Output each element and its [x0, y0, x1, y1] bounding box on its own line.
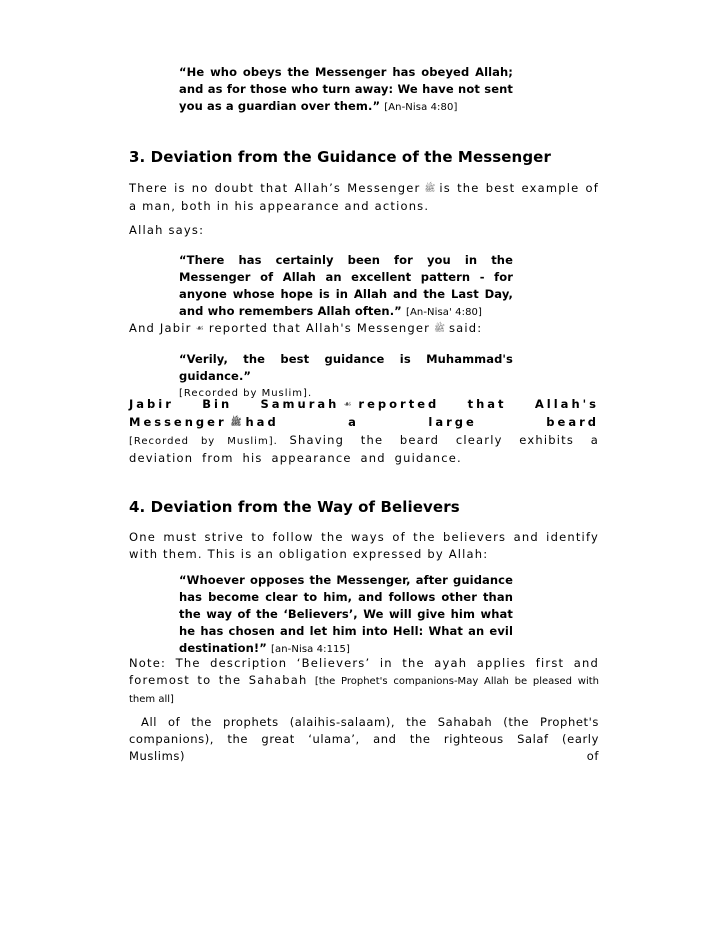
radiya-glyph-icon: ☙ [343, 400, 355, 410]
section-4-paragraph: One must strive to follow the ways of the believers and identify with them. This is an obligation expressed by Allah: [129, 530, 599, 561]
para-text: reported that Allah's Messenger [129, 397, 599, 429]
samurah-first-line [129, 396, 599, 432]
para-text: Jabir Bin Samurah [129, 397, 340, 411]
allah-says-line: Allah says: [129, 223, 205, 237]
section-3-heading: 3. Deviation from the Guidance of the Messenger [129, 148, 551, 166]
note-reference: [the Prophet's companions-May Allah be pleased with them all] [129, 676, 600, 705]
quote-reference: [An-Nisa' 4:80] [405, 307, 483, 318]
samurah-reference: [Recorded by Muslim]. [129, 436, 278, 447]
jabir-paragraph [129, 320, 599, 338]
para-text: There is no doubt that Allah’s Messenger [129, 181, 421, 195]
para-text: said: [448, 321, 483, 335]
quote-reference: [An-Nisa 4:80] [384, 102, 458, 113]
quote-excellent-pattern [179, 252, 513, 321]
quote-best-guidance [179, 351, 513, 402]
quote-an-nisa-4-80 [179, 64, 513, 116]
para-text: is the best example of a man, both in his appearance and actions. [129, 181, 600, 213]
quote-text: “Verily, the best guidance is Muhammad's guidance.” [179, 352, 513, 383]
quote-text: “Whoever opposes the Messenger, after guidance has become clear to him, and follows other than the way of the ‘Believers’, We will give him what he has chosen and let him into Hell: What an evil destination!” [179, 573, 513, 655]
para-text: Note: The description ‘Believers’ in the ayah applies first and foremost to the Sahabah [129, 656, 599, 687]
quote-an-nisa-4-115 [179, 572, 513, 658]
samurah-paragraph [129, 396, 599, 467]
quote-reference: [Recorded by Muslim]. [179, 388, 313, 399]
section-4-heading: 4. Deviation from the Way of Believers [129, 498, 460, 516]
para-text: had a large beard [245, 415, 599, 429]
para-text: Shaving the beard clearly exhibits a deviation from his appearance and guidance. [129, 433, 599, 465]
para-text: And Jabir [129, 321, 192, 335]
para-text: reported that Allah's Messenger [208, 321, 431, 335]
quote-reference: [an-Nisa 4:115] [271, 644, 350, 655]
quote-text: “He who obeys the Messenger has obeyed Allah; and as for those who turn away: We have not sent you as a guardian over them.” [179, 65, 513, 113]
salawat-glyph-icon: ﷺ [434, 324, 445, 334]
last-paragraph: All of the prophets (alaihis-salaam), the Sahabah (the Prophet's companions), the great ‘ulama’, and the righteous Salaf (early Muslims) of [129, 715, 599, 763]
salawat-glyph-icon: ﷺ [230, 418, 242, 428]
radiya-glyph-icon: ☙ [195, 324, 205, 334]
section-3-paragraph [129, 180, 599, 215]
quote-text: “There has certainly been for you in the Messenger of Allah an excellent pattern - for anyone whose hope is in Allah and the Last Day, and who remembers Allah often.” [179, 253, 513, 318]
salawat-glyph-icon: ﷺ [424, 184, 436, 194]
note-paragraph [129, 655, 599, 708]
